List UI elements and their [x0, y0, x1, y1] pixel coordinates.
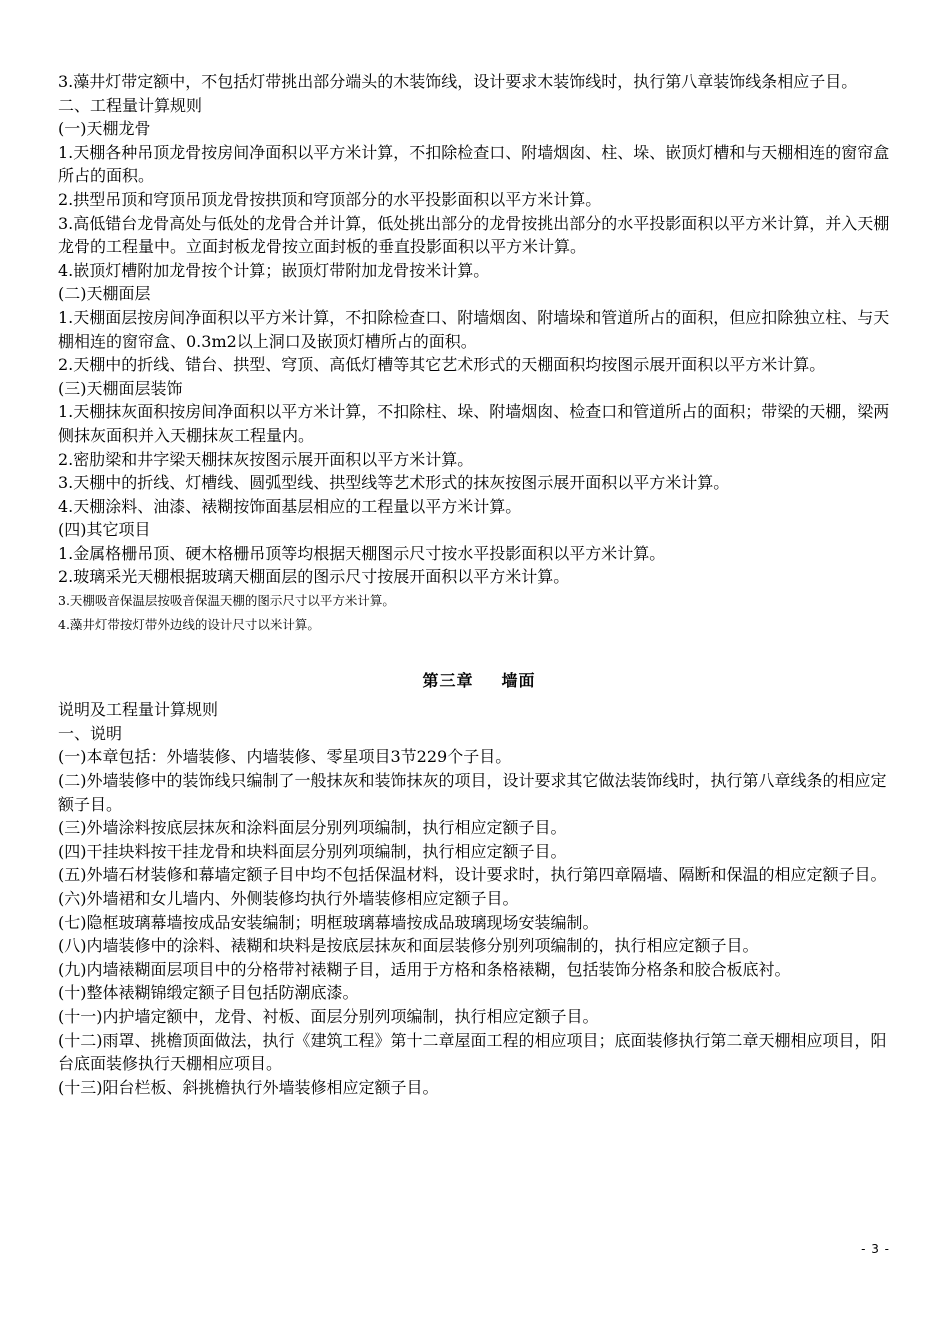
spacer — [58, 636, 900, 666]
paragraph: (一)本章包括：外墙装修、内墙装修、零星项目3节229个子目。 — [58, 747, 512, 767]
paragraph: 1.天棚各种吊顶龙骨按房间净面积以平方米计算，不扣除检查口、附墙烟囱、柱、垛、嵌顶灯槽和与天棚相连的窗帘盒所占的面积。 — [58, 142, 890, 186]
chapter-title: 墙面 — [501, 671, 536, 691]
paragraph: (七)隐框玻璃幕墙按成品安装编制；明框玻璃幕墙按成品玻璃现场安装编制。 — [58, 912, 599, 932]
paragraph: (十三)阳台栏板、斜挑檐执行外墙装修相应定额子目。 — [58, 1077, 439, 1097]
paragraph: 2.密肋梁和井字梁天棚抹灰按图示展开面积以平方米计算。 — [58, 449, 474, 469]
paragraph: (五)外墙石材装修和幕墙定额子目中均不包括保温材料，设计要求时，执行第四章隔墙、隔断和保温的相应定额子目。 — [58, 865, 887, 885]
paragraph: 3.藻井灯带定额中，不包括灯带挑出部分端头的木装饰线，设计要求木装饰线时，执行第八章装饰线条相应子目。 — [58, 72, 858, 91]
paragraph: (十二)雨罩、挑檐顶面做法，执行《建筑工程》第十二章屋面工程的相应项目；底面装修执行第二章天棚相应项目，阳台底面装修执行天棚相应项目。 — [58, 1030, 887, 1074]
paragraph: (十)整体裱糊锦缎定额子目包括防潮底漆。 — [58, 983, 359, 1003]
paragraph: (二)外墙装修中的装饰线只编制了一般抹灰和装饰抹灰的项目，设计要求其它做法装饰线时，执行第八章线条的相应定额子目。 — [58, 771, 887, 814]
section-heading: 二、工程量计算规则 — [58, 95, 203, 115]
paragraph: 1.天棚面层按房间净面积以平方米计算，不扣除检查口、附墙烟囱、附墙垛和管道所占的面积，但应扣除独立柱、与天棚相连的窗帘盒、0.3m2以上洞口及嵌顶灯槽所占的面积。 — [58, 307, 890, 351]
subsection-heading: (二)天棚面层 — [58, 284, 151, 304]
section-heading: 一、说明 — [58, 723, 123, 743]
paragraph: 3.高低错台龙骨高处与低处的龙骨合并计算，低处挑出部分的龙骨按挑出部分的水平投影面积以平方米计算，并入天棚龙骨的工程量中。立面封板龙骨按立面封板的垂直投影面积以平方米计算。 — [58, 213, 890, 257]
page-number: - 3 - — [861, 1242, 890, 1256]
chapter-heading — [58, 668, 900, 694]
paragraph: (十一)内护墙定额中，龙骨、衬板、面层分别列项编制，执行相应定额子目。 — [58, 1006, 599, 1026]
paragraph: (九)内墙裱糊面层项目中的分格带衬裱糊子目，适用于方格和条格裱糊，包括装饰分格条和胶合板底衬。 — [58, 959, 791, 979]
paragraph: (四)干挂块料按干挂龙骨和块料面层分别列项编制，执行相应定额子目。 — [58, 841, 567, 861]
subsection-heading: (一)天棚龙骨 — [58, 119, 151, 139]
paragraph: 3.天棚中的折线、灯槽线、圆弧型线、拱型线等艺术形式的抹灰按图示展开面积以平方米计算。 — [58, 473, 730, 493]
paragraph: 2.拱型吊顶和穹顶吊顶龙骨按拱顶和穹顶部分的水平投影面积以平方米计算。 — [58, 189, 602, 209]
chapter-number: 第三章 — [422, 671, 474, 691]
paragraph: (八)内墙装修中的涂料、裱糊和块料是按底层抹灰和面层装修分别列项编制的，执行相应定额子目。 — [58, 936, 759, 956]
subsection-heading: (三)天棚面层装饰 — [58, 378, 183, 398]
paragraph: (六)外墙裙和女儿墙内、外侧装修均执行外墙装修相应定额子目。 — [58, 889, 519, 908]
paragraph: 1.天棚抹灰面积按房间净面积以平方米计算，不扣除柱、垛、附墙烟囱、检查口和管道所占的面积；带梁的天棚，梁两侧抹灰面积并入天棚抹灰工程量内。 — [58, 402, 890, 445]
paragraph: 1.金属格栅吊顶、硬木格栅吊顶等均根据天棚图示尺寸按水平投影面积以平方米计算。 — [58, 543, 666, 563]
paragraph-small: 4.藻井灯带按灯带外边线的设计尺寸以米计算。 — [58, 616, 320, 632]
paragraph: 4.嵌顶灯槽附加龙骨按个计算；嵌顶灯带附加龙骨按米计算。 — [58, 260, 490, 280]
paragraph: 4.天棚涂料、油漆、裱糊按饰面基层相应的工程量以平方米计算。 — [58, 496, 522, 516]
section-heading: 说明及工程量计算规则 — [58, 700, 219, 720]
paragraph: 2.玻璃采光天棚根据玻璃天棚面层的图示尺寸按展开面积以平方米计算。 — [58, 567, 570, 587]
subsection-heading: (四)其它项目 — [58, 520, 151, 540]
paragraph: 2.天棚中的折线、错台、拱型、穹顶、高低灯槽等其它艺术形式的天棚面积均按图示展开面积以平方米计算。 — [58, 355, 826, 375]
paragraph: (三)外墙涂料按底层抹灰和涂料面层分别列项编制，执行相应定额子目。 — [58, 818, 567, 838]
page-content — [58, 70, 900, 1099]
paragraph-small: 3.天棚吸音保温层按吸音保温天棚的图示尺寸以平方米计算。 — [58, 593, 395, 609]
